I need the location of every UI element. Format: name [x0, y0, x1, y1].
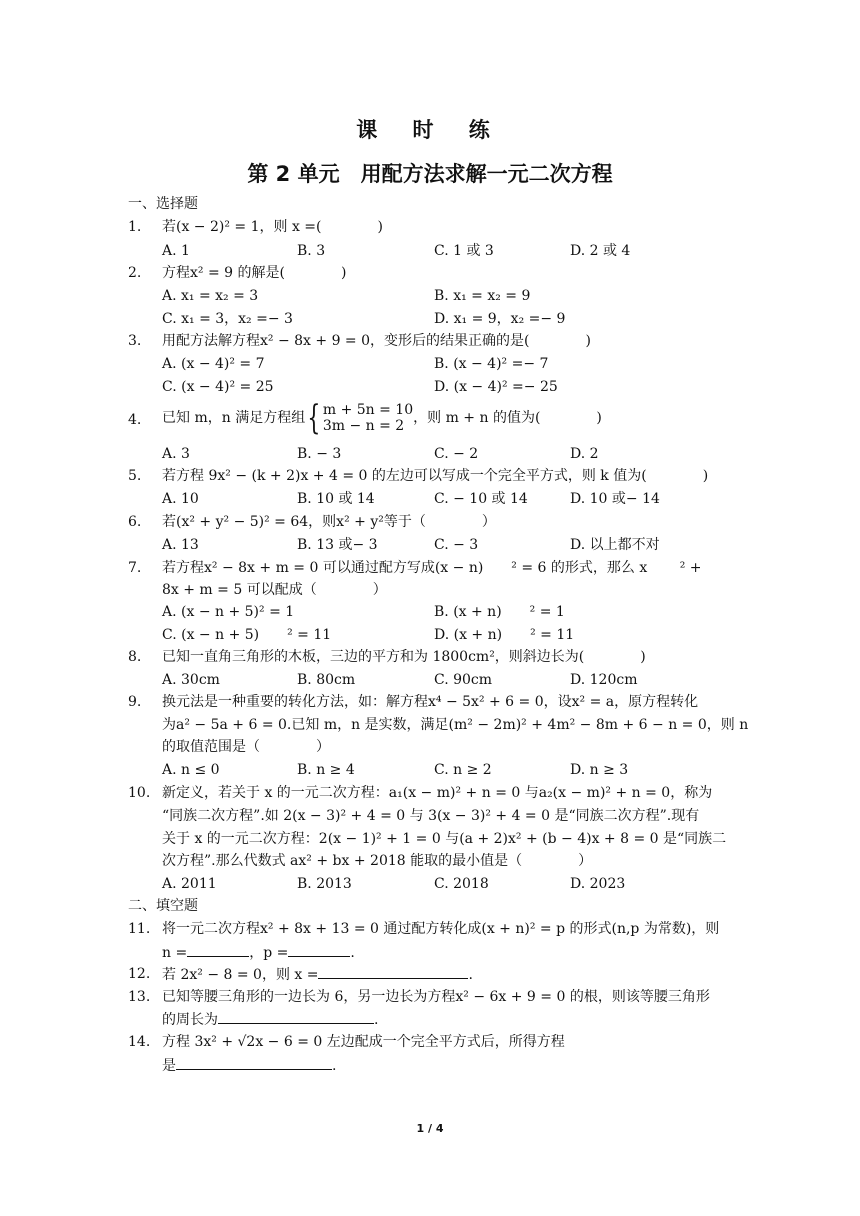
question-stem: 为a² − 5a + 6 = 0.已知 m，n 是实数，满足(m² − 2m)² + 4m² − 8m + 6 − n = 0，则 n: [162, 717, 749, 733]
brace-icon: {: [307, 398, 321, 438]
answer-blank[interactable]: [218, 1009, 374, 1024]
question-stem: 换元法是一种重要的转化方法，如：解方程x⁴ − 5x² + 6 = 0，设x² = a，原方程转化: [162, 694, 699, 710]
option-a: A. (x − 4)² = 7: [162, 356, 265, 372]
question-stem: 8x + m = 5 可以配成（ ）: [162, 582, 387, 598]
option-d: D. 120cm: [570, 672, 638, 688]
page-subtitle: 第 2 单元 用配方法求解一元二次方程: [247, 162, 613, 186]
answer-blank-p[interactable]: [288, 942, 350, 957]
option-a: A. n ≤ 0: [162, 762, 220, 778]
option-d: D. x₁ = 9，x₂ =− 9: [434, 311, 566, 327]
option-b: B. 10 或 14: [297, 491, 375, 507]
question-number: 14.: [128, 1034, 151, 1050]
option-b: B. 2013: [297, 876, 352, 892]
question-stem: 将一元二次方程x² + 8x + 13 = 0 通过配方转化成(x + n)² = p 的形式(n,p 为常数)，则: [162, 921, 720, 937]
question-stem: 若(x² + y² − 5)² = 64，则x² + y²等于（ ）: [162, 514, 496, 530]
option-c: C. (x − 4)² = 25: [162, 379, 274, 395]
question-stem: 次方程”.那么代数式 ax² + bx + 2018 能取的最小值是（ ）: [162, 853, 593, 869]
option-a: A. (x − n + 5)² = 1: [162, 604, 295, 620]
option-c: C. 90cm: [434, 672, 493, 688]
question-stem: 若方程 9x² − (k + 2)x + 4 = 0 的左边可以写成一个完全平方式，则 k 值为( ): [162, 468, 709, 484]
question-stem: [162, 1055, 336, 1076]
option-c: C. 2018: [434, 876, 489, 892]
question-number: 13.: [128, 989, 151, 1005]
question-stem-post: ，则 m + n 的值为( ): [413, 410, 602, 426]
question-number: 10.: [128, 785, 151, 801]
question-number: 5.: [128, 468, 142, 484]
question-stem: “同族二次方程”.如 2(x − 3)² + 4 = 0 与 3(x − 3)² + 4 = 0 是“同族二次方程”.现有: [162, 808, 700, 824]
question-number: 4.: [128, 412, 142, 428]
option-d: D. 10 或− 14: [570, 491, 660, 507]
page-title: 课 时 练: [356, 118, 504, 142]
option-a: A. 10: [162, 491, 199, 507]
question-stem-pre: 若 2x² − 8 = 0，则 x =: [162, 967, 319, 983]
question-stem: 已知一直角三角形的木板，三边的平方和为 1800cm²，则斜边长为( ): [162, 649, 646, 665]
option-c: C. 1 或 3: [434, 243, 494, 259]
option-c: C. x₁ = 3，x₂ =− 3: [162, 311, 293, 327]
option-a: A. 13: [162, 537, 199, 553]
question-number: 6.: [128, 514, 142, 530]
question-stem: [162, 1009, 378, 1030]
question-stem-pre: 的周长为: [162, 1012, 218, 1028]
question-stem: 关于 x 的一元二次方程：2(x − 1)² + 1 = 0 与(a + 2)x² + (b − 4)x + 8 = 0 是“同族二: [162, 831, 727, 847]
option-b: B. x₁ = x₂ = 9: [434, 288, 531, 304]
option-b: B. (x + n) ² = 1: [434, 604, 565, 620]
option-c: C. − 2: [434, 446, 479, 462]
option-c: C. − 3: [434, 537, 479, 553]
question-number: 12.: [128, 966, 151, 982]
option-a: A. 2011: [162, 876, 217, 892]
question-number: 2.: [128, 265, 142, 281]
question-stem: 方程x² = 9 的解是( ): [162, 265, 347, 281]
option-b: B. 13 或− 3: [297, 537, 378, 553]
question-4-stem: [162, 400, 602, 436]
question-number: 1.: [128, 219, 142, 235]
option-a: A. 3: [162, 446, 190, 462]
question-stem: 若(x − 2)² = 1，则 x =( ): [162, 219, 383, 235]
option-c: C. − 10 或 14: [434, 491, 528, 507]
blank-end: .: [374, 1012, 379, 1028]
option-d: D. (x − 4)² =− 25: [434, 379, 558, 395]
option-c: C. n ≥ 2: [434, 762, 492, 778]
answer-blank[interactable]: [176, 1055, 332, 1070]
blank-end: .: [350, 945, 355, 961]
question-stem: 的取值范围是（ ）: [162, 739, 330, 755]
question-stem: 已知等腰三角形的一边长为 6，另一边长为方程x² − 6x + 9 = 0 的根，则该等腰三角形: [162, 989, 710, 1005]
option-a: A. 30cm: [162, 672, 220, 688]
question-stem: 方程 3x² + √2x − 6 = 0 左边配成一个完全平方式后，所得方程: [162, 1034, 565, 1050]
question-stem: 新定义，若关于 x 的一元二次方程：a₁(x − m)² + n = 0 与a₂(x − m)² + n = 0，称为: [162, 785, 713, 801]
option-d: D. 2 或 4: [570, 243, 631, 259]
option-a: A. x₁ = x₂ = 3: [162, 288, 259, 304]
answer-blank-n[interactable]: [187, 942, 249, 957]
question-number: 9.: [128, 694, 142, 710]
question-stem-pre: 已知 m，n 满足方程组: [162, 410, 306, 426]
option-a: A. 1: [162, 243, 190, 259]
blank-label-n: n =: [162, 945, 188, 961]
option-b: B. 80cm: [297, 672, 356, 688]
option-b: B. − 3: [297, 446, 342, 462]
equation-system: [323, 402, 413, 434]
option-b: B. 3: [297, 243, 326, 259]
option-d: D. 2: [570, 446, 599, 462]
question-number: 7.: [128, 560, 142, 576]
question-stem: 用配方法解方程x² − 8x + 9 = 0，变形后的结果正确的是( ): [162, 333, 591, 349]
page-number: 1 / 4: [416, 1122, 444, 1135]
section-heading-fill: 二、填空题: [128, 898, 198, 914]
equation-1: m + 5n = 10: [322, 402, 414, 418]
answer-blank[interactable]: [318, 964, 468, 979]
option-d: D. 以上都不对: [570, 537, 660, 553]
option-b: B. n ≥ 4: [297, 762, 355, 778]
section-heading-choice: 一、选择题: [128, 196, 198, 212]
blank-end: .: [468, 967, 473, 983]
option-d: D. (x + n) ² = 11: [434, 627, 575, 643]
question-stem: [162, 942, 355, 963]
question-stem: [162, 964, 473, 985]
equation-2: 3m − n = 2: [322, 418, 405, 434]
question-number: 11.: [128, 921, 151, 937]
option-d: D. 2023: [570, 876, 626, 892]
blank-end: .: [332, 1058, 337, 1074]
question-number: 8.: [128, 649, 142, 665]
question-stem: 若方程x² − 8x + m = 0 可以通过配方写成(x − n) ² = 6 的形式，那么 x ² +: [162, 560, 702, 576]
question-number: 3.: [128, 333, 142, 349]
option-c: C. (x − n + 5) ² = 11: [162, 627, 332, 643]
option-b: B. (x − 4)² =− 7: [434, 356, 549, 372]
blank-label-p: ，p =: [249, 945, 289, 961]
option-d: D. n ≥ 3: [570, 762, 629, 778]
question-stem-pre: 是: [162, 1058, 176, 1074]
